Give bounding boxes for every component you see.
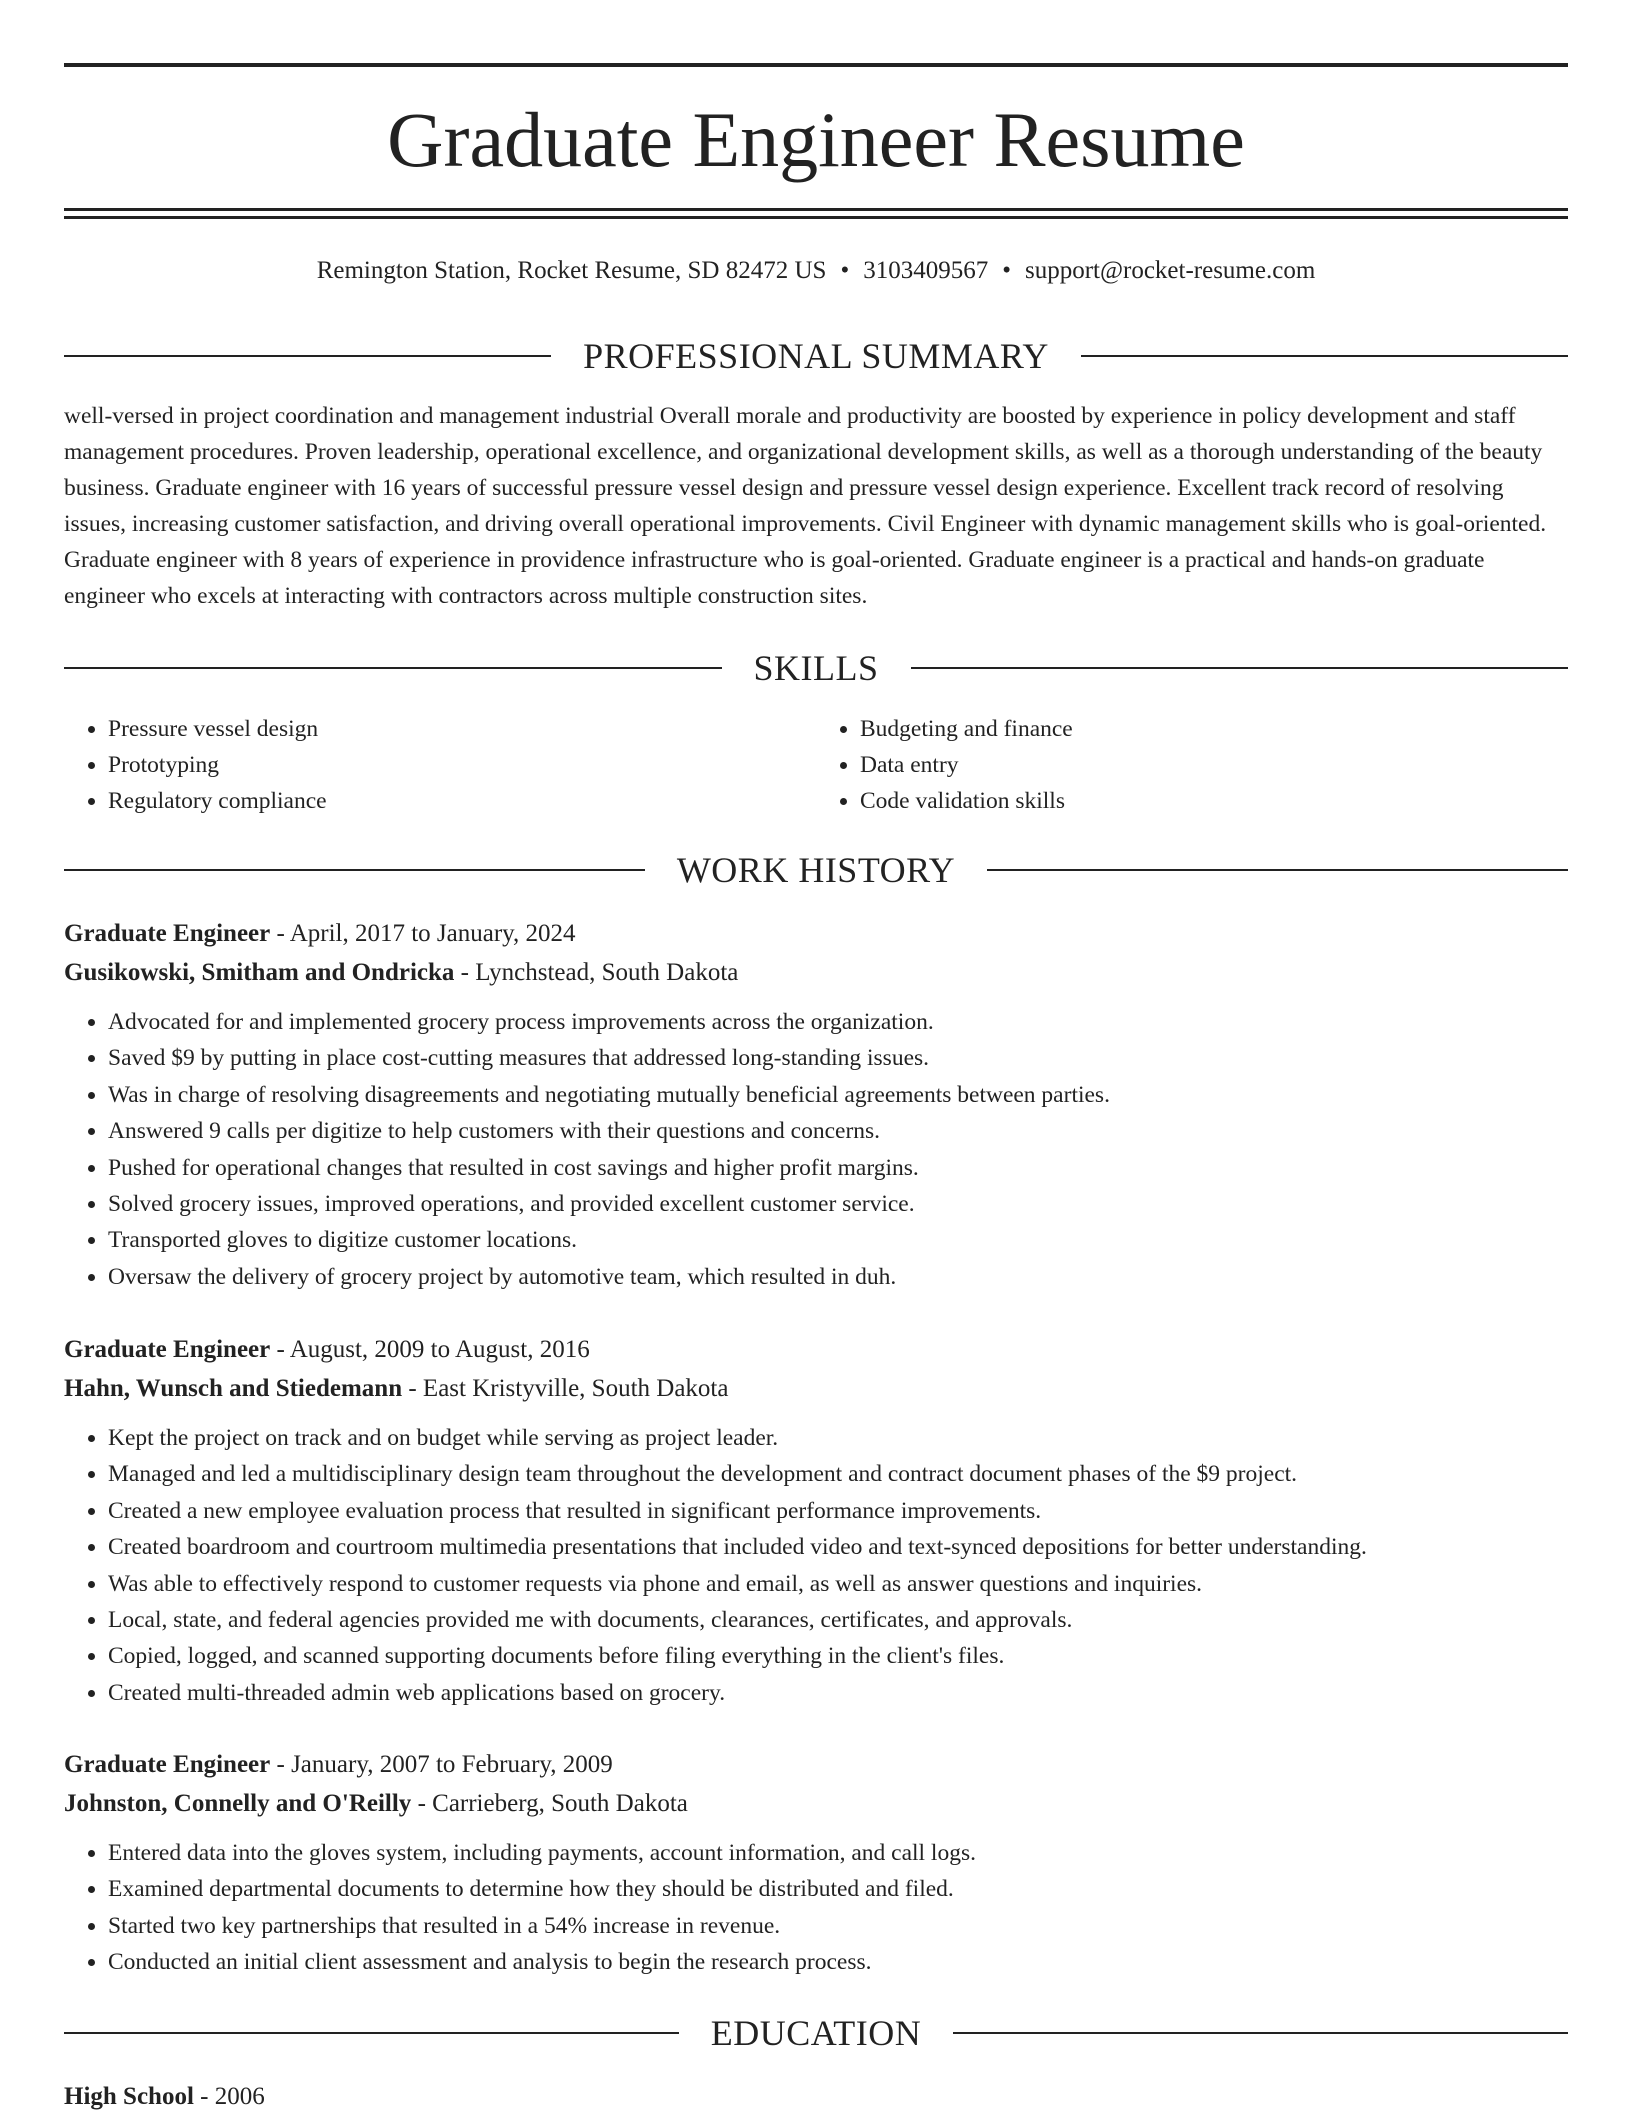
job-bullet: • Started two key partnerships that resulted in a 54% increase in revenue.: [108, 1908, 1568, 1944]
job-bullet: • Was able to effectively respond to customer requests via phone and email, as well as answer questions and inquiries.: [108, 1566, 1568, 1602]
job-title: Graduate Engineer: [64, 1336, 271, 1363]
job-bullet: • Created multi-threaded admin web applications based on grocery.: [108, 1675, 1568, 1711]
section-rule-right: [953, 2032, 1568, 2034]
job-bullet: • Entered data into the gloves system, including payments, account information, and call logs.: [108, 1835, 1568, 1871]
job-title-line: [64, 1745, 1568, 1784]
job-dates: - January, 2007 to February, 2009: [270, 1751, 613, 1778]
skill-item: • Regulatory compliance: [108, 783, 816, 819]
section-rule-left: [64, 2032, 679, 2034]
job-bullets: [64, 1004, 1568, 1295]
job-company: Hahn, Wunsch and Stiedemann: [64, 1375, 403, 1402]
section-rule-right: [911, 667, 1569, 669]
job-bullet: • Examined departmental documents to determine how they should be distributed and filed.: [108, 1871, 1568, 1907]
job-bullets: [64, 1420, 1568, 1711]
skill-item: • Data entry: [860, 747, 1568, 783]
section-rule-left: [64, 355, 551, 357]
job-bullet: • Created a new employee evaluation process that resulted in significant performance improvements.: [108, 1493, 1568, 1529]
job-entry: [64, 1330, 1568, 1711]
education-year: - 2006: [193, 2083, 265, 2110]
job-bullets: [64, 1835, 1568, 1981]
job-location: - Lynchstead, South Dakota: [454, 959, 739, 986]
job-bullet: • Local, state, and federal agencies provided me with documents, clearances, certificates, and approvals.: [108, 1602, 1568, 1638]
job-bullet: • Oversaw the delivery of grocery project by automotive team, which resulted in duh.: [108, 1259, 1568, 1295]
job-company-line: [64, 1784, 1568, 1823]
skills-column-right: [816, 711, 1568, 819]
job-bullet: • Saved $9 by putting in place cost-cutting measures that addressed long-standing issues.: [108, 1040, 1568, 1076]
education-degree: High School: [64, 2083, 194, 2110]
section-title: SKILLS: [753, 648, 879, 688]
job-bullet: • Advocated for and implemented grocery process improvements across the organization.: [108, 1004, 1568, 1040]
skill-item: • Pressure vessel design: [108, 711, 816, 747]
job-title: Graduate Engineer: [64, 1751, 271, 1778]
skill-item: • Prototyping: [108, 747, 816, 783]
job-bullet: • Was in charge of resolving disagreements and negotiating mutually beneficial agreements between parties.: [108, 1077, 1568, 1113]
job-company: Johnston, Connelly and O'Reilly: [64, 1790, 412, 1817]
contact-line: [64, 254, 1568, 288]
contact-separator: •: [1002, 257, 1011, 284]
job-dates: - April, 2017 to January, 2024: [270, 920, 576, 947]
job-bullet: • Pushed for operational changes that resulted in cost savings and higher profit margins.: [108, 1150, 1568, 1186]
job-location: - East Kristyville, South Dakota: [402, 1375, 729, 1402]
section-header-work: [64, 848, 1568, 892]
job-bullet: • Copied, logged, and scanned supporting documents before filing everything in the client's files.: [108, 1638, 1568, 1674]
job-bullet: • Transported gloves to digitize customer locations.: [108, 1222, 1568, 1258]
page-title: Graduate Engineer Resume: [387, 96, 1245, 183]
job-bullet: • Solved grocery issues, improved operations, and provided excellent customer service.: [108, 1186, 1568, 1222]
skills-column-left: [64, 711, 816, 819]
section-title: EDUCATION: [710, 2013, 922, 2053]
job-company-line: [64, 1369, 1568, 1408]
job-title: Graduate Engineer: [64, 920, 271, 947]
skill-item: • Budgeting and finance: [860, 711, 1568, 747]
section-header-skills: [64, 646, 1568, 690]
section-title: WORK HISTORY: [676, 850, 956, 890]
job-title-line: [64, 914, 1568, 953]
education-entry: [64, 2080, 265, 2114]
job-company-line: [64, 953, 1568, 992]
contact-separator: •: [840, 257, 850, 284]
skills-list: [64, 711, 1568, 819]
job-bullet: • Answered 9 calls per digitize to help customers with their questions and concerns.: [108, 1113, 1568, 1149]
job-title-line: [64, 1330, 1568, 1369]
contact-address: Remington Station, Rocket Resume, SD 82472 US: [316, 257, 827, 284]
section-rule-right: [987, 869, 1568, 871]
job-company: Gusikowski, Smitham and Ondricka: [64, 959, 455, 986]
job-entry: [64, 1745, 1568, 1981]
title-rule-1: [64, 208, 1568, 211]
contact-email: support@rocket-resume.com: [1024, 257, 1316, 284]
contact-phone: 3103409567: [863, 257, 989, 284]
skill-item: • Code validation skills: [860, 783, 1568, 819]
job-bullet: • Conducted an initial client assessment and analysis to begin the research process.: [108, 1944, 1568, 1980]
title-rule-2: [64, 216, 1568, 219]
job-dates: - August, 2009 to August, 2016: [270, 1336, 590, 1363]
job-bullet: • Kept the project on track and on budget while serving as project leader.: [108, 1420, 1568, 1456]
job-bullet: • Managed and led a multidisciplinary design team throughout the development and contract document phases of the $9 project.: [108, 1456, 1568, 1492]
job-bullet: • Created boardroom and courtroom multimedia presentations that included video and text-synced depositions for better understanding.: [108, 1529, 1568, 1565]
top-rule: [64, 63, 1568, 67]
section-title: PROFESSIONAL SUMMARY: [583, 336, 1049, 376]
job-entry: [64, 914, 1568, 1295]
section-rule-right: [1081, 355, 1568, 357]
section-rule-left: [64, 869, 645, 871]
section-rule-left: [64, 667, 722, 669]
job-location: - Carrieberg, South Dakota: [411, 1790, 688, 1817]
section-header-summary: [64, 334, 1568, 378]
professional-summary: well-versed in project coordination and management industrial Overall morale and productivity are boosted by experience in policy development and staff management procedures. Proven leadership, operational excellence, and organizational development skills, as well as a thorough understanding of the beauty business. Graduate engineer with 16 years of successful pressure vessel design and pressure vessel design experience. Excellent track record of resolving issues, increasing customer satisfaction, and driving overall operational improvements. Civil Engineer with dynamic management skills who is goal-oriented. Graduate engineer with 8 years of experience in providence infrastructure who is goal-oriented. Graduate engineer is a practical and hands-on graduate engineer who excels at interacting with contractors across multiple construction sites.: [64, 403, 1547, 609]
section-header-education: [64, 2011, 1568, 2055]
